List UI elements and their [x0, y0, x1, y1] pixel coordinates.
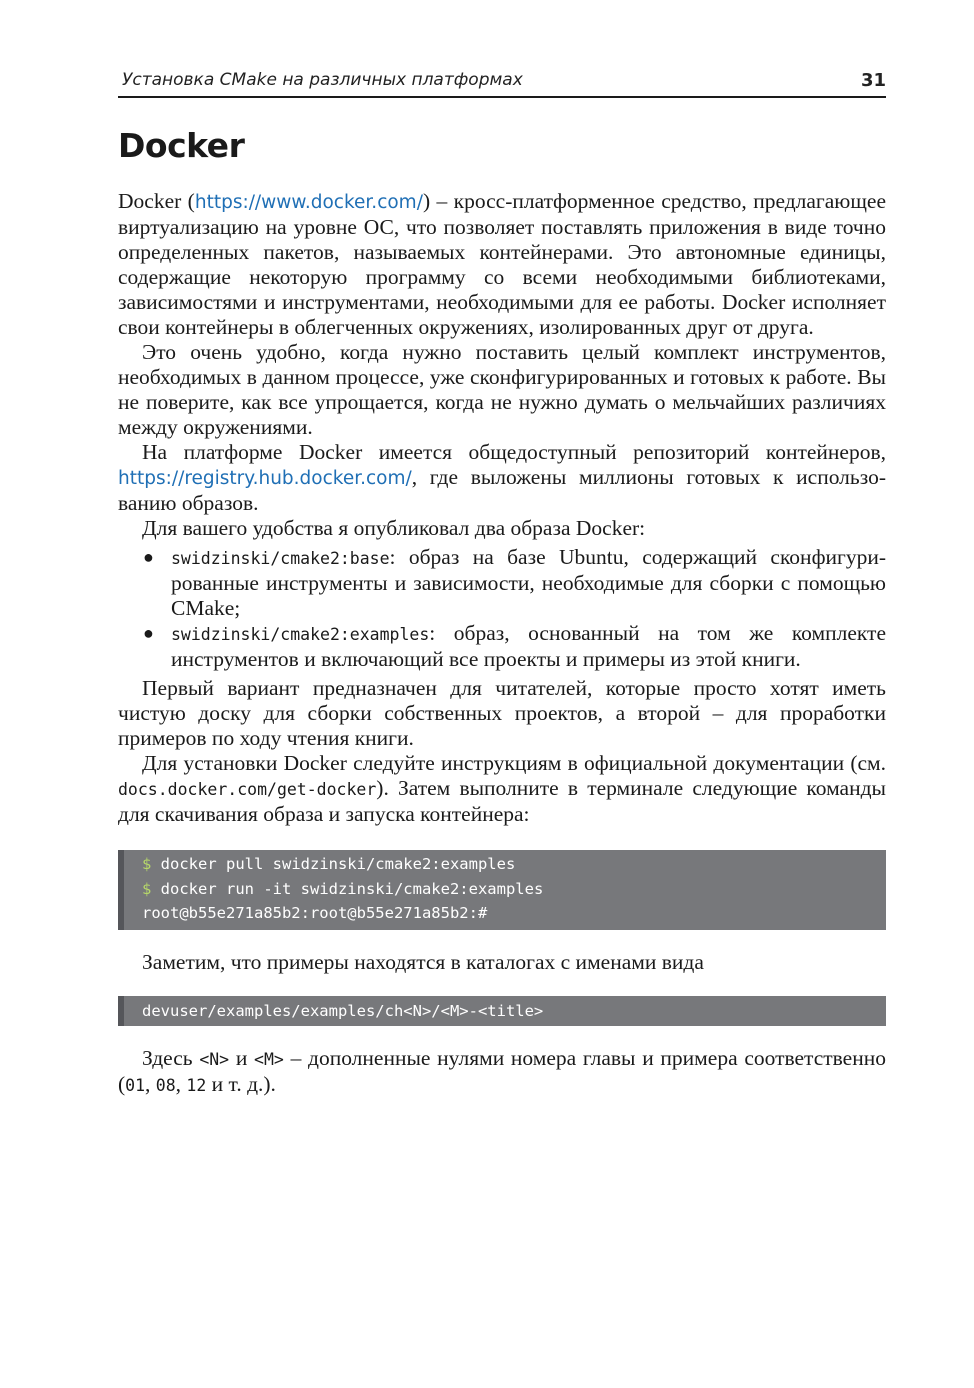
- paragraph-variants: Первый вариант предназначен для читателей, которые просто хотят иметь чистую доску для сборки собственных проектов, а второй – для проработки примеров по ходу чтения книги.: [118, 676, 886, 750]
- paragraph-text: ). Затем выполните в терминале следующие команды для скачивания образа и запуска контейнера:: [118, 776, 886, 826]
- number-code: 12: [186, 1076, 207, 1095]
- paragraph-text: ,: [145, 1072, 156, 1096]
- paragraph-text: Для установки Docker следуйте инструкциям в официальной документации (см.: [142, 751, 886, 775]
- code-line: root@b55e271a85b2:root@b55e271a85b2:#: [142, 904, 488, 922]
- terminal-code-block: [118, 850, 886, 930]
- paragraph-numbering: [118, 1046, 886, 1098]
- number-code: 08: [155, 1076, 176, 1095]
- list-item-text: : образ на базе Ubuntu, содержащий сконфигурированные инструменты и зависимости, необходимые для сборки с помощью CMake;: [171, 545, 886, 620]
- command-text: docker run -it swidzinski/cmake2:examples: [151, 879, 544, 898]
- section-heading: Docker: [118, 126, 245, 165]
- code-line: [142, 852, 886, 877]
- paragraph-text: Здесь: [142, 1046, 200, 1070]
- image-name-code: swidzinski/cmake2:base: [171, 549, 390, 568]
- running-header: [118, 66, 886, 98]
- placeholder-code: <N>: [199, 1050, 230, 1069]
- paragraph-install: [118, 751, 886, 827]
- command-text: docker pull swidzinski/cmake2:examples: [151, 855, 516, 873]
- docs-url-code: docs.docker.com/get-docker: [118, 780, 377, 799]
- image-list: [118, 545, 886, 672]
- paragraph-intro: [118, 189, 886, 340]
- running-title: Установка CMake на различных платформах: [122, 70, 523, 90]
- paragraph-text: и т. д.).: [206, 1072, 276, 1096]
- list-item-text: : образ, основанный на том же комплекте инструментов и включающий все проекты и примеры из этой книги.: [171, 621, 886, 671]
- list-item: [143, 621, 886, 672]
- code-line: [142, 877, 886, 902]
- docker-hub-link[interactable]: https://registry.hub.docker.com/: [118, 468, 412, 489]
- prompt-symbol: $: [142, 855, 152, 873]
- paragraph-convenience: Это очень удобно, когда нужно поставить целый комплект инструментов, необходимых в данном процессе, уже сконфигурированных и готовых к работе. Вы не поверите, как все упрощается, когда не нужно думать о мельчайших различиях между окружениями.: [118, 340, 886, 439]
- paragraph-text: На платформе Docker имеется общедоступный репозиторий контейнеров,: [142, 440, 886, 464]
- paragraph-text: ) – кросс-платформенное средство, предлагающее виртуализацию на уровне ОС, что позволяет поставлять приложения в виде точно определенных пакетов, называемых контейнерами. Это автономные единицы, содержащие некоторую программу со всеми необходимыми библиотеками, зависимостями и инструментами, необходимыми для ее работы. Docker исполняет свои контейнеры в облегченных окружениях, изолированных друг от друга.: [118, 189, 886, 339]
- number-code: 01: [125, 1076, 146, 1095]
- paragraph-repository: [118, 440, 886, 516]
- placeholder-code: <M>: [254, 1050, 284, 1069]
- paragraph-text: ,: [175, 1072, 187, 1096]
- bullet-icon: ●: [143, 623, 154, 643]
- prompt-symbol: $: [142, 879, 152, 898]
- list-item: [143, 545, 886, 621]
- paragraph-examples-path: Заметим, что примеры находятся в каталогах с именами вида: [142, 949, 704, 974]
- paragraph-text: , где выложены миллионы готовых к использованию образов.: [118, 465, 886, 515]
- path-code-block: [118, 996, 886, 1027]
- page-content: [118, 189, 886, 1098]
- page-number: 31: [860, 70, 886, 91]
- docker-website-link[interactable]: https://www.docker.com/: [194, 192, 423, 213]
- paragraph-images-intro: Для вашего удобства я опубликовал два образа Docker:: [142, 516, 646, 540]
- bullet-icon: ●: [143, 547, 154, 567]
- paragraph-text: и: [229, 1046, 255, 1070]
- paragraph-text: – дополненные нулями номера главы и примера соответственно (: [118, 1046, 886, 1096]
- code-line: devuser/examples/examples/ch<N>/<M>-<title>: [142, 1001, 544, 1020]
- image-name-code: swidzinski/cmake2:examples: [171, 625, 430, 644]
- paragraph-text: Docker (: [118, 189, 195, 213]
